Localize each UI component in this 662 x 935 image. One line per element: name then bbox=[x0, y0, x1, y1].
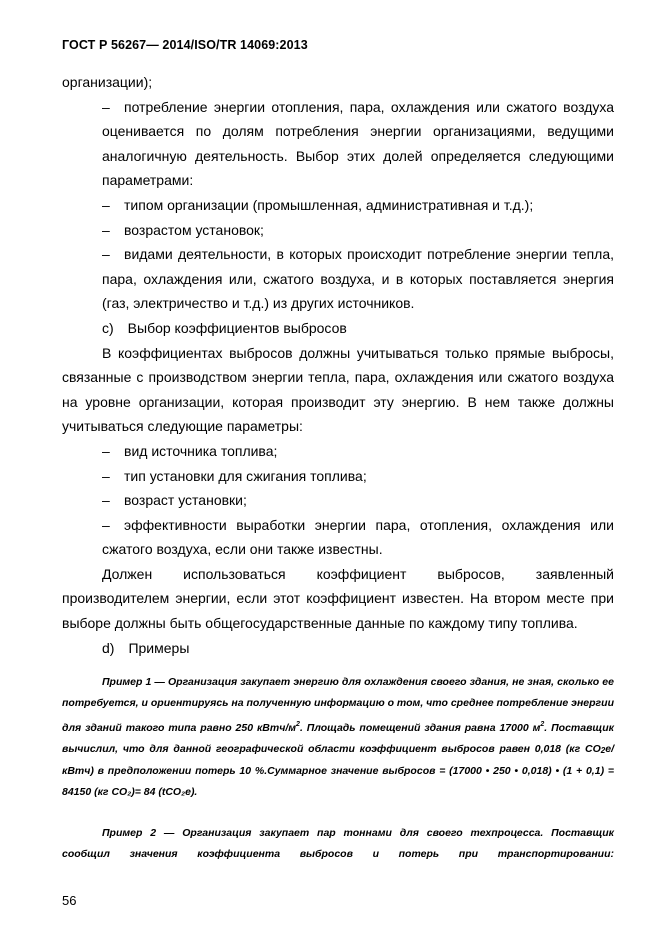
dash-marker: – bbox=[102, 98, 110, 115]
list-item bbox=[62, 193, 614, 218]
list-item bbox=[62, 95, 614, 193]
dash-marker: – bbox=[102, 467, 110, 484]
list-item-text: возраст установки; bbox=[124, 492, 247, 509]
page-number: 56 bbox=[62, 893, 77, 908]
paragraph-emission-factors: В коэффициентах выбросов должны учитываться только прямые выбросы, связанные с производством энергии тепла, пара, охлаждения или сжатого воздуха на уровне организации, которая производит эту энергию. В нем также должны учитываться следующие параметры: bbox=[62, 344, 614, 435]
dash-marker: – bbox=[102, 221, 110, 238]
dash-marker: – bbox=[102, 246, 110, 263]
list-item bbox=[62, 464, 614, 489]
section-heading-d: d) Примеры bbox=[102, 639, 190, 656]
list-item-text: вид источника топлива; bbox=[124, 442, 278, 459]
paragraph-continuation: организации); bbox=[62, 74, 153, 90]
paragraph-factor-choice: Должен использоваться коэффициент выбросов, заявленный производителем энергии, если этот коэффициент известен. На втором месте при выборе должны быть общегосударственные данные по каждому типу топлива. bbox=[62, 565, 614, 632]
dash-marker: – bbox=[102, 492, 110, 509]
list-item-text: возрастом установок; bbox=[124, 221, 264, 238]
section-heading-c: c) Выбор коэффициентов выбросов bbox=[102, 319, 347, 336]
list-item-text: тип установки для сжигания топлива; bbox=[124, 467, 367, 484]
list-item bbox=[62, 242, 614, 316]
dash-marker: – bbox=[102, 442, 110, 459]
list-item-text: видами деятельности, в которых происходит потребление энергии тепла, пара, охлаждения или, сжатого воздуха, и в которых поставляется энергия (газ, электричество и т.д.) из других источников. bbox=[102, 246, 614, 312]
dash-marker: – bbox=[102, 196, 110, 213]
list-item bbox=[62, 488, 614, 513]
dash-marker: – bbox=[102, 516, 110, 533]
example-1: Пример 1 — Организация закупает энергию для охлаждения своего здания, не зная, сколько ее потребуется, и ориентируясь на полученную информацию о том, что среднее потребление энергии для зданий такого типа равно 250 кВтч/$м^2$. Площадь помещений здания равна 17000 $м^2$. Поставщик вычислил, что для данной географической области коэффициент выбросов равен 0,018 (кг $CO_2е/кВтч$) в предположении потерь 10 %.Суммарное значение выбросов = (17000 • 250 • 0,018) • (1 + 0,1) = 84150 (кг CO₂)= 84 (tCO₂е). bbox=[62, 676, 614, 799]
list-item bbox=[62, 218, 614, 243]
list-item-text: типом организации (промышленная, административная и т.д.); bbox=[124, 196, 534, 213]
document-header: ГОСТ Р 56267— 2014/ISO/TR 14069:2013 bbox=[62, 38, 308, 52]
list-item-text: эффективности выработки энергии пара, отопления, охлаждения или сжатого воздуха, если они также известны. bbox=[102, 516, 614, 558]
list-item bbox=[62, 513, 614, 562]
page-body bbox=[62, 70, 614, 865]
list-item-text: потребление энергии отопления, пара, охлаждения или сжатого воздуха оценивается по долям потребления энергии организациями, ведущими аналогичную деятельность. Выбор этих долей определяется следующими параметрами: bbox=[102, 98, 614, 189]
list-item bbox=[62, 439, 614, 464]
example-2: Пример 2 — Организация закупает пар тоннами для своего техпроцесса. Поставщик сообщил значения коэффициента выбросов и потерь при транспортировании: bbox=[62, 827, 614, 861]
